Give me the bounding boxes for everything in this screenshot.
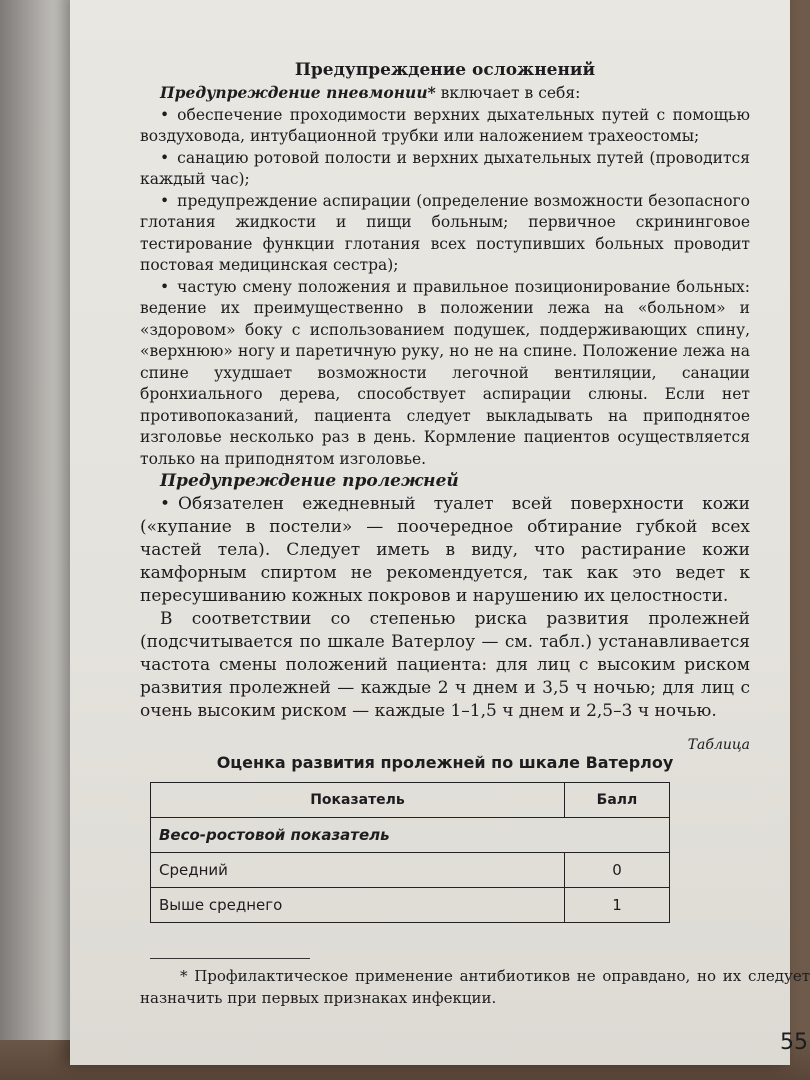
table-title: Оценка развития пролежней по шкале Ватерлоу bbox=[216, 753, 674, 772]
table-header-row bbox=[151, 783, 670, 818]
pneumonia-heading: Предупреждение пневмонии* bbox=[160, 83, 436, 102]
row-indicator: Средний bbox=[151, 853, 565, 888]
pneumonia-item-2: • санацию ротовой полости и верхних дыхательных путей (проводится каждый час); bbox=[140, 148, 750, 191]
page-title: Предупреждение осложнений bbox=[294, 60, 596, 80]
pneumonia-item-4: • частую смену положения и правильное позиционирование больных: ведение их преимущественно в положении лежа на «больном» и «здоровом» боку с использованием подушек, поддерживающих спину, «верхнюю» ногу и паретичную руку, но не на спине. Положение лежа на спине ухудшает возможности легочной вентиляции, санации бронхиального дерева, способствует аспирации слюны. Если нет противопоказаний, пациента следует выкладывать на приподнятое изголовье несколько раз в день. Кормление пациентов осуществляется только на приподнятом изголовье. bbox=[140, 277, 750, 471]
table-section-row bbox=[151, 818, 670, 853]
page-number: 55 bbox=[780, 1030, 808, 1055]
bedsores-section bbox=[140, 470, 750, 723]
table-row bbox=[151, 888, 670, 923]
page-content bbox=[140, 60, 750, 923]
row-indicator: Выше среднего bbox=[151, 888, 565, 923]
header-indicator: Показатель bbox=[151, 783, 565, 818]
bedsores-item: • Обязателен ежедневный туалет всей поверхности кожи («купание в постели» — поочередное обтирание губкой всех частей тела). Следует иметь в виду, что растирание кожи камфорным спиртом не рекомендуется, так как это ведет к пересушиванию кожных покровов и нарушению их целостности. bbox=[140, 493, 750, 608]
waterlow-table bbox=[150, 782, 670, 923]
row-score: 0 bbox=[565, 853, 670, 888]
bedsores-paragraph: В соответствии со степенью риска развития пролежней (подсчитывается по шкале Ватерлоу — см. табл.) устанавливается частота смены положений пациента: для лиц с высоким риском развития пролежней — каждые 2 ч днем и 3,5 ч ночью; для лиц с очень высоким риском — каждые 1–1,5 ч днем и 2,5–3 ч ночью. bbox=[140, 609, 750, 721]
row-score: 1 bbox=[565, 888, 670, 923]
footnote: * Профилактическое применение антибиотиков не оправдано, но их следует назначить при первых признаках инфекции. bbox=[140, 967, 810, 1007]
pneumonia-item-1: • обеспечение проходимости верхних дыхательных путей с помощью воздуховода, интубационной трубки или наложением трахеостомы; bbox=[140, 105, 750, 148]
book-page bbox=[70, 0, 810, 1065]
pneumonia-intro bbox=[140, 82, 750, 105]
table-label: Таблица bbox=[687, 737, 750, 753]
table-row bbox=[151, 853, 670, 888]
bedsores-heading: Предупреждение пролежней bbox=[160, 471, 459, 491]
footnote-divider bbox=[150, 958, 310, 959]
pneumonia-intro-tail: включает в себя: bbox=[435, 84, 581, 102]
pneumonia-item-3: • предупреждение аспирации (определение возможности безопасного глотания жидкости и пищи больным; первичное скрининговое тестирование функции глотания всех поступивших больных проводит постовая медицинская сестра); bbox=[140, 191, 750, 277]
section-label: Весо-ростовой показатель bbox=[151, 818, 670, 853]
header-score: Балл bbox=[565, 783, 670, 818]
